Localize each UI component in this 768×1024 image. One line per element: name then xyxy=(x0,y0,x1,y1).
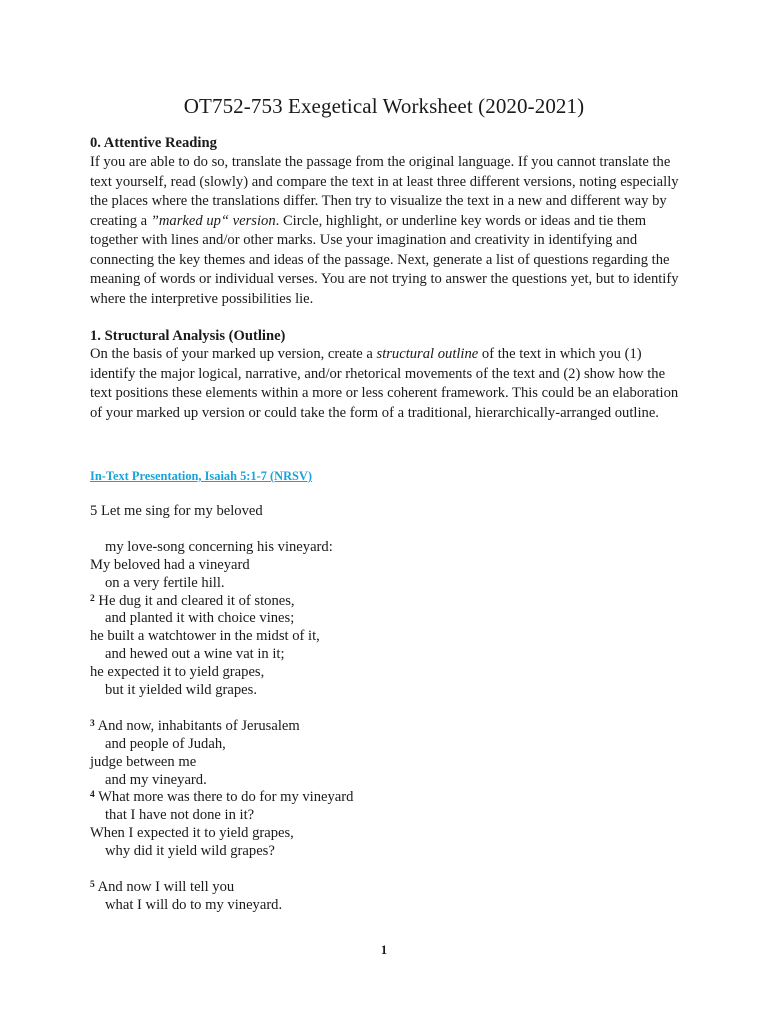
poem-line: When I expected it to yield grapes, xyxy=(90,825,294,842)
poem-line: he expected it to yield grapes, xyxy=(90,664,265,681)
poem-line: that I have not done in it? xyxy=(105,807,255,824)
poem-line: why did it yield wild grapes? xyxy=(105,843,275,860)
paragraph-text: . Circle, highlight, or underline key words or ideas and tie them together with lines and/or other marks. Use your imagination and creativity in identifying and connecting the key themes and ideas of the passage. Next, generate a list of questions regarding the meaning of words or individual verses. You are not trying to answer the questions yet, but to identify where the interpretive possibilities lie. xyxy=(90,212,679,307)
poem-line: $^5$ And now I will tell you xyxy=(90,878,235,895)
verse-number: 2 xyxy=(90,593,95,604)
poem-line: but it yielded wild grapes. xyxy=(105,682,257,699)
verse-number: 5 xyxy=(90,879,95,890)
poem-line: and people of Judah, xyxy=(105,735,226,752)
poem-line: $^3$ And now, inhabitants of Jerusalem xyxy=(90,717,300,734)
document-title: OT752-753 Exegetical Worksheet (2020-2021) xyxy=(183,94,585,118)
verse-number: 3 xyxy=(90,718,95,729)
stanza-gap xyxy=(90,700,353,718)
poem-line: and my vineyard. xyxy=(105,771,207,788)
poem-line: My beloved had a vineyard xyxy=(90,556,250,573)
paragraph-text: On the basis of your marked up version, create a xyxy=(90,346,377,362)
poem-line: $^4$ What more was there to do for my vineyard xyxy=(90,789,354,806)
stanza-gap xyxy=(90,521,353,539)
poem-line: 5 Let me sing for my beloved xyxy=(90,503,263,519)
structural-analysis-paragraph xyxy=(90,345,682,423)
poem-line: $^2$ He dug it and cleared it of stones, xyxy=(90,592,295,609)
verse-number: 4 xyxy=(90,790,95,801)
paragraph-text: If you are able to do so, translate the passage from the original language. If you cannot translate the text yourself, read (slowly) and compare the text in at least three different versions, noting especially the places where the translations differ. Then try to visualize the text in a new and different way by creating a xyxy=(90,154,679,229)
paragraph-text: of the text in which you (1) identify the major logical, narrative, and/or rhetorical movements of the text and (2) show how the text positions these elements within a more or less coherent framework. This could be an elaboration of your marked up version or could take the form of a traditional, hierarchically-arranged outline. xyxy=(90,346,679,421)
poem-line: on a very fertile hill. xyxy=(105,574,225,591)
in-text-presentation-link[interactable]: In-Text Presentation, Isaiah 5:1-7 (NRSV) xyxy=(90,469,313,483)
poem-line: judge between me xyxy=(90,753,197,770)
poem-line: what I will do to my vineyard. xyxy=(105,896,283,913)
isaiah-passage xyxy=(90,503,353,915)
poem-line: and planted it with choice vines; xyxy=(105,610,295,627)
section-heading-structural-analysis: 1. Structural Analysis (Outline) xyxy=(90,328,286,344)
poem-line: and hewed out a wine vat in it; xyxy=(105,646,285,663)
emphasis-text: structural outline xyxy=(376,346,479,362)
attentive-reading-paragraph xyxy=(90,153,682,309)
page-number: 1 xyxy=(380,943,388,957)
emphasis-text: ”marked up“ version xyxy=(150,212,276,229)
section-heading-attentive-reading: 0. Attentive Reading xyxy=(90,135,217,151)
poem-line: he built a watchtower in the midst of it, xyxy=(90,628,320,645)
stanza-gap xyxy=(90,861,353,879)
poem-line: my love-song concerning his vineyard: xyxy=(105,538,333,555)
